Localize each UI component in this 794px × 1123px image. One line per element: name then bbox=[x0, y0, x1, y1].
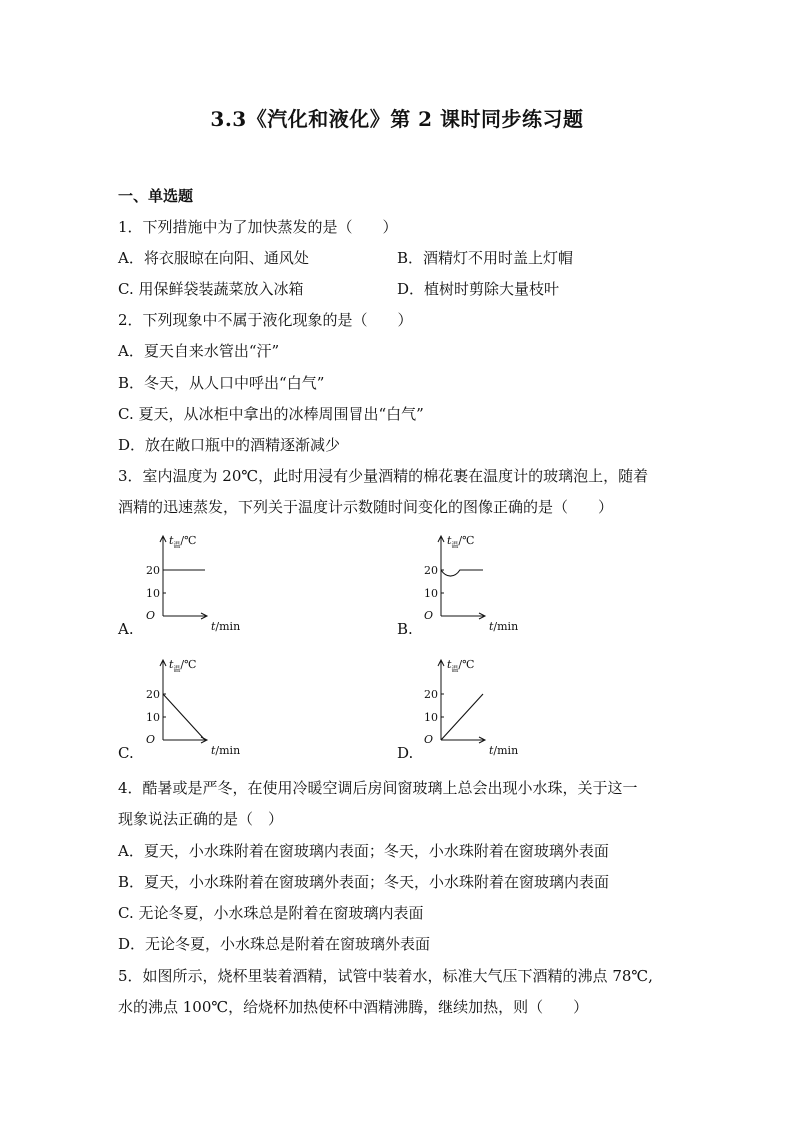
question-2-option-a: A．夏天自来水管出“汗” bbox=[118, 342, 280, 360]
y-axis-label-sub: 温 bbox=[451, 665, 459, 673]
x-axis-label-var: t bbox=[489, 744, 494, 757]
y-axis-label bbox=[169, 534, 196, 549]
y-axis-label-unit: /℃ bbox=[180, 658, 197, 671]
question-3-option-b-label: B. bbox=[397, 620, 413, 638]
question-3-stem-line-1: 3．室内温度为 20℃，此时用浸有少量酒精的棉花裹在温度计的玻璃泡上，随着 bbox=[118, 467, 649, 485]
graph-option-d bbox=[423, 652, 523, 761]
origin-label: O bbox=[423, 609, 433, 622]
y-tick-label: 10 bbox=[146, 711, 160, 724]
question-5-stem-line-1: 5．如图所示，烧杯里装着酒精，试管中装着水，标准大气压下酒精的沸点 78℃, bbox=[118, 967, 653, 985]
question-1-option-d: D．植树时剪除大量枝叶 bbox=[397, 280, 560, 298]
y-axis-label-var: t bbox=[169, 534, 174, 547]
y-tick-label: 20 bbox=[424, 564, 438, 577]
graph-option-a bbox=[145, 528, 245, 637]
question-3-option-a-label: A. bbox=[118, 620, 134, 638]
y-axis-label-sub: 温 bbox=[173, 541, 181, 549]
x-axis-label-unit: /min bbox=[215, 620, 241, 633]
question-2-option-b: B．冬天，从人口中呼出“白气” bbox=[118, 374, 325, 392]
graph-a-svg bbox=[145, 528, 245, 633]
x-axis-label bbox=[211, 620, 240, 633]
graph-option-b bbox=[423, 528, 523, 637]
y-tick-label: 10 bbox=[424, 711, 438, 724]
y-tick-label: 20 bbox=[146, 688, 160, 701]
y-axis-label-unit: /℃ bbox=[458, 658, 475, 671]
y-tick-label: 10 bbox=[424, 587, 438, 600]
question-2-stem: 2．下列现象中不属于液化现象的是（ ） bbox=[118, 311, 413, 329]
section-heading: 一、单选题 bbox=[118, 187, 194, 205]
x-axis-label bbox=[489, 620, 518, 633]
x-axis-label-var: t bbox=[211, 744, 216, 757]
series-line bbox=[441, 694, 483, 740]
y-axis-label-var: t bbox=[447, 534, 452, 547]
y-axis-label-unit: /℃ bbox=[180, 534, 197, 547]
x-axis-label-unit: /min bbox=[493, 620, 519, 633]
y-axis-label bbox=[169, 658, 196, 673]
question-1-option-c: C. 用保鲜袋装蔬菜放入冰箱 bbox=[118, 280, 304, 298]
y-axis-label-var: t bbox=[169, 658, 174, 671]
y-axis-label-unit: /℃ bbox=[458, 534, 475, 547]
question-3-stem-line-2: 酒精的迅速蒸发，下列关于温度计示数随时间变化的图像正确的是（ ） bbox=[118, 498, 614, 516]
graph-b-svg bbox=[423, 528, 523, 633]
y-tick-label: 10 bbox=[146, 587, 160, 600]
origin-label: O bbox=[423, 733, 433, 746]
series-line bbox=[441, 570, 483, 576]
origin-label: O bbox=[145, 733, 155, 746]
y-tick-label: 20 bbox=[424, 688, 438, 701]
graph-d-svg bbox=[423, 652, 523, 757]
question-3-option-c-label: C. bbox=[118, 744, 134, 762]
question-3-option-d-label: D. bbox=[397, 744, 414, 762]
question-4-option-c: C. 无论冬夏，小水珠总是附着在窗玻璃内表面 bbox=[118, 904, 424, 922]
x-axis-label-unit: /min bbox=[215, 744, 241, 757]
question-1-option-b: B．酒精灯不用时盖上灯帽 bbox=[397, 249, 574, 267]
y-axis-label-sub: 温 bbox=[451, 541, 459, 549]
x-axis-label bbox=[489, 744, 518, 757]
question-4-option-a: A．夏天，小水珠附着在窗玻璃内表面；冬天，小水珠附着在窗玻璃外表面 bbox=[118, 842, 609, 860]
question-5-stem-line-2: 水的沸点 100℃，给烧杯加热使杯中酒精沸腾，继续加热，则（ ） bbox=[118, 998, 589, 1016]
graph-option-c bbox=[145, 652, 245, 761]
x-axis-label-var: t bbox=[489, 620, 494, 633]
y-tick-label: 20 bbox=[146, 564, 160, 577]
x-axis-label-var: t bbox=[211, 620, 216, 633]
x-axis-label bbox=[211, 744, 240, 757]
question-4-option-b: B．夏天，小水珠附着在窗玻璃外表面；冬天，小水珠附着在窗玻璃内表面 bbox=[118, 873, 610, 891]
question-4-stem-line-1: 4．酷暑或是严冬，在使用冷暖空调后房间窗玻璃上总会出现小水珠，关于这一 bbox=[118, 779, 638, 797]
question-1-option-a: A．将衣服晾在向阳、通风处 bbox=[118, 249, 309, 267]
question-4-stem-line-2: 现象说法正确的是（ ） bbox=[118, 810, 284, 828]
graph-c-svg bbox=[145, 652, 245, 757]
question-2-option-c: C. 夏天，从冰柜中拿出的冰棒周围冒出“白气” bbox=[118, 405, 424, 423]
y-axis-label bbox=[447, 534, 474, 549]
y-axis-label-var: t bbox=[447, 658, 452, 671]
question-2-option-d: D．放在敞口瓶中的酒精逐渐减少 bbox=[118, 436, 341, 454]
y-axis-label-sub: 温 bbox=[173, 665, 181, 673]
question-1-stem: 1．下列措施中为了加快蒸发的是（ ） bbox=[118, 218, 398, 236]
series-line bbox=[163, 694, 205, 740]
y-axis-label bbox=[447, 658, 474, 673]
page-title: 3.3《汽化和液化》第 2 课时同步练习题 bbox=[210, 107, 584, 131]
origin-label: O bbox=[145, 609, 155, 622]
question-4-option-d: D．无论冬夏，小水珠总是附着在窗玻璃外表面 bbox=[118, 935, 431, 953]
x-axis-label-unit: /min bbox=[493, 744, 519, 757]
